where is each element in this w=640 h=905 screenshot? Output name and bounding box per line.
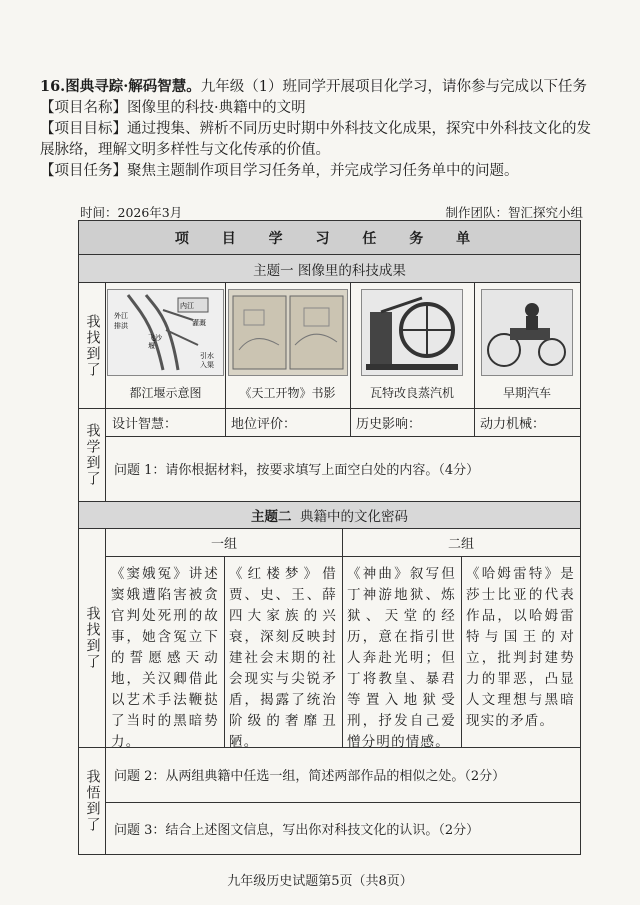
dujiangyan-label-a: 内江 xyxy=(180,302,194,310)
sheet-team: 制作团队：智汇探究小组 xyxy=(445,205,583,220)
work-dou-e-yuan: 《窦娥冤》讲述窦娥遭陷害被贪官判处死刑的故事，她含冤立下的誓愿感天动地，关汉卿借此以艺术手法鞭挞了当时的黑暗势力。 xyxy=(111,566,219,750)
question-line xyxy=(40,76,600,98)
dujiangyan-label-g: 引水 xyxy=(200,352,214,360)
dujiangyan-label-b: 灌溉 xyxy=(192,319,206,327)
image-caption-steam-engine: 瓦特改良蒸汽机 xyxy=(369,386,454,400)
image-cell-automobile xyxy=(474,283,580,408)
row-label-found-2: 我找到了 xyxy=(79,529,106,747)
image-cell-steam-engine xyxy=(350,283,474,408)
dujiangyan-label-h: 入渠 xyxy=(200,361,214,369)
fill-label-design: 设计智慧： xyxy=(112,416,178,432)
image-cell-tiangong xyxy=(225,283,350,408)
tiangong-kaiwu-book-icon xyxy=(228,289,348,376)
work-divine-comedy: 《神曲》叙写但丁神游地狱、炼狱、天堂的经历，意在指引世人奔赴光明；但丁将教皇、暴君等置入地狱受刑，抒发自己爱憎分明的情感。 xyxy=(347,566,456,750)
task-sheet xyxy=(78,220,581,855)
project-name-line xyxy=(40,98,600,119)
dujiangyan-label-c: 外江 xyxy=(114,312,128,320)
dujiangyan-label-f: 堰 xyxy=(148,342,155,350)
question-intro xyxy=(40,76,600,182)
fill-label-machine: 动力机械： xyxy=(480,416,546,432)
theme2-text: 典籍中的文化密码 xyxy=(291,509,409,525)
fill-label-status: 地位评价： xyxy=(231,416,297,432)
theme2-prefix: 主题二 xyxy=(250,509,292,525)
project-name: 图像里的科技·典籍中的文明 xyxy=(127,100,306,116)
fill-label-impact: 历史影响： xyxy=(356,416,422,432)
question-intro-text: 九年级（1）班同学开展项目化学习，请你参与完成以下任务 xyxy=(200,79,588,95)
question-heading: 图典寻踪·解码智慧。 xyxy=(65,78,201,95)
row-label-found-1: 我找到了 xyxy=(79,283,106,408)
sheet-meta xyxy=(80,203,583,221)
project-goal: 通过搜集、辨析不同历史时期中外科技文化成果，探究中外科技文化的发展脉络，理解文明多样性与文化传承的价值。 xyxy=(40,121,591,158)
work-hong-lou-meng: 《红楼梦》借贾、史、王、薛四大家族的兴衰，深刻反映封建社会末期的社会现实与尖锐矛盾，揭露了统治阶级的奢靡丑陋。 xyxy=(229,566,337,750)
question-number: 16. xyxy=(40,78,66,95)
image-caption-tiangong: 《天工开物》书影 xyxy=(239,386,336,400)
group-1-heading: 一组 xyxy=(106,529,342,557)
question-2: 问题 2：从两组典籍中任选一组，简述两部作品的相似之处。（2分） xyxy=(114,769,506,784)
page-footer: 九年级历史试题第5页（共8页） xyxy=(227,874,413,889)
image-cell-dujiangyan xyxy=(106,283,225,408)
dujiangyan-label-e: 飞沙 xyxy=(148,334,162,342)
row-label-realized: 我悟到了 xyxy=(79,747,106,854)
sheet-time: 时间：2026年3月 xyxy=(80,205,183,220)
work-hamlet: 《哈姆雷特》是莎士比亚的代表作品，以哈姆雷特与国王的对立，批判封建势力的罪恶，凸显人文理想与黑暗现实的矛盾。 xyxy=(466,566,575,729)
project-goal-line xyxy=(40,119,600,161)
project-task: 聚焦主题制作项目学习任务单，并完成学习任务单中的问题。 xyxy=(127,163,519,179)
image-caption-automobile: 早期汽车 xyxy=(502,386,551,400)
watt-steam-engine-icon xyxy=(361,289,463,376)
image-caption-dujiangyan: 都江堰示意图 xyxy=(129,386,202,400)
project-goal-label: 【项目目标】 xyxy=(40,121,127,137)
early-automobile-icon xyxy=(481,289,573,376)
project-task-label: 【项目任务】 xyxy=(40,163,127,179)
group-2-heading: 二组 xyxy=(342,529,580,557)
dujiangyan-label-d: 排洪 xyxy=(114,322,128,330)
question-1: 问题 1：请你根据材料，按要求填写上面空白处的内容。（4分） xyxy=(114,463,480,478)
row-label-learned: 我学到了 xyxy=(79,408,106,501)
theme2-heading xyxy=(79,501,580,529)
project-task-line xyxy=(40,161,600,182)
question-3: 问题 3：结合上述图文信息，写出你对科技文化的认识。（2分） xyxy=(114,822,480,838)
theme1-heading: 主题一 图像里的科技成果 xyxy=(79,255,580,283)
dujiangyan-diagram-icon xyxy=(107,289,224,376)
project-name-label: 【项目名称】 xyxy=(40,100,127,116)
sheet-title: 项 目 学 习 任 务 单 xyxy=(79,221,580,255)
